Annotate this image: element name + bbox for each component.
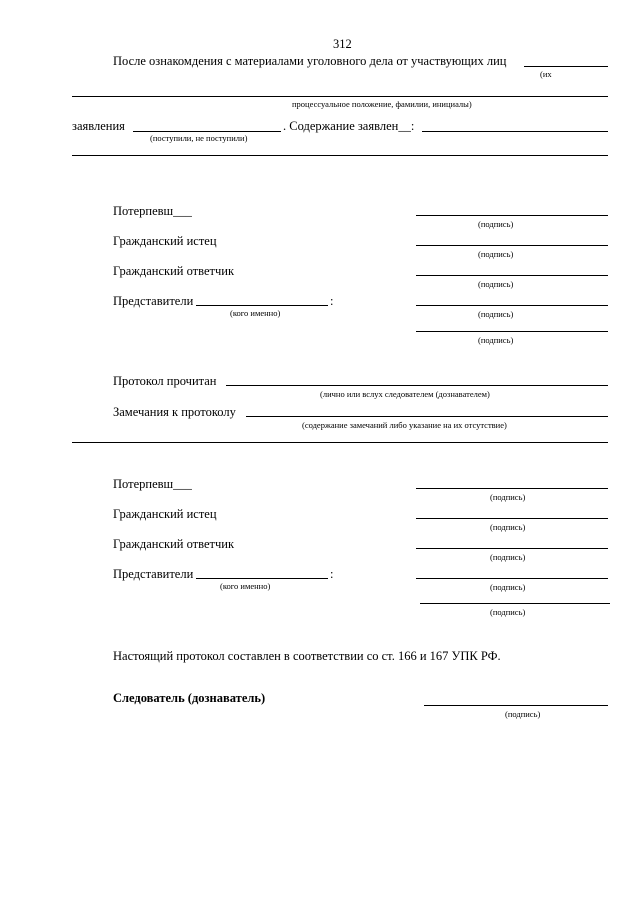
intro-full-line [72,96,608,97]
remarks-line [246,416,608,417]
investigator-signature-hint: (подпись) [505,709,541,719]
remarks-label: Замечания к протоколу [113,405,236,419]
compliance-statement: Настоящий протокол составлен в соответствии со ст. 166 и 167 УПК РФ. [113,649,501,663]
representatives-signature-hint-2b: (подпись) [490,607,526,617]
statement-label-hint: (поступили, не поступили) [150,133,248,143]
investigator-signature-line [424,705,608,706]
page-number: 312 [333,37,352,51]
statement-fill-line [133,131,281,132]
protocol-read-label: Протокол прочитан [113,374,217,388]
remarks-full-line [72,442,608,443]
representatives-hint-2: (кого именно) [220,581,271,591]
representatives-label: Представители [113,294,194,308]
intro-hint-right: (их [540,69,552,79]
victim-signature-hint-2: (подпись) [490,492,526,502]
victim-label-2: Потерпевш___ [113,477,192,491]
representatives-signature-line-2b [420,603,610,604]
victim-signature-hint: (подпись) [478,219,514,229]
civil-defendant-label: Гражданский ответчик [113,264,235,278]
representatives-hint: (кого именно) [230,308,281,318]
victim-label: Потерпевш___ [113,204,192,218]
civil-plaintiff-label: Гражданский истец [113,234,217,248]
civil-plaintiff-signature-line [416,245,608,246]
victim-signature-line [416,215,608,216]
intro-fill-line [524,66,608,67]
representatives-signature-line-1 [416,305,608,306]
civil-defendant-signature-hint-2: (подпись) [490,552,526,562]
protocol-read-line [226,385,608,386]
representatives-colon: : [330,294,334,308]
statement-label: заявления [72,119,125,133]
representatives-signature-hint-2a: (подпись) [490,582,526,592]
civil-plaintiff-signature-line-2 [416,518,608,519]
civil-plaintiff-signature-hint-2: (подпись) [490,522,526,532]
civil-plaintiff-label-2: Гражданский истец [113,507,217,521]
representatives-signature-hint-2: (подпись) [478,335,514,345]
representatives-label-2: Представители [113,567,194,581]
intro-text: После ознакомдения с материалами уголовного дела от участвующих лиц [113,54,507,68]
civil-defendant-signature-line-2 [416,548,608,549]
representatives-fill-line [196,305,328,306]
intro-hint-center: процессуальное положение, фамилии, инициалы) [292,99,472,109]
protocol-read-hint: (лично или вслух следователем (дознавателем) [320,389,490,399]
statement-content-label: . Содержание заявлен__: [283,119,415,133]
civil-defendant-label-2: Гражданский ответчик [113,537,235,551]
investigator-label: Следователь (дознаватель) [113,691,266,705]
representatives-signature-line-2 [416,331,608,332]
representatives-fill-line-2 [196,578,328,579]
representatives-signature-hint-1: (подпись) [478,309,514,319]
representatives-colon-2: : [330,567,334,581]
civil-defendant-signature-hint: (подпись) [478,279,514,289]
civil-defendant-signature-line [416,275,608,276]
statement-content-line [422,131,608,132]
victim-signature-line-2 [416,488,608,489]
representatives-signature-line-2a [416,578,608,579]
remarks-hint: (содержание замечаний либо указание на их отсутствие) [302,420,507,430]
civil-plaintiff-signature-hint: (подпись) [478,249,514,259]
statement-full-line [72,155,608,156]
